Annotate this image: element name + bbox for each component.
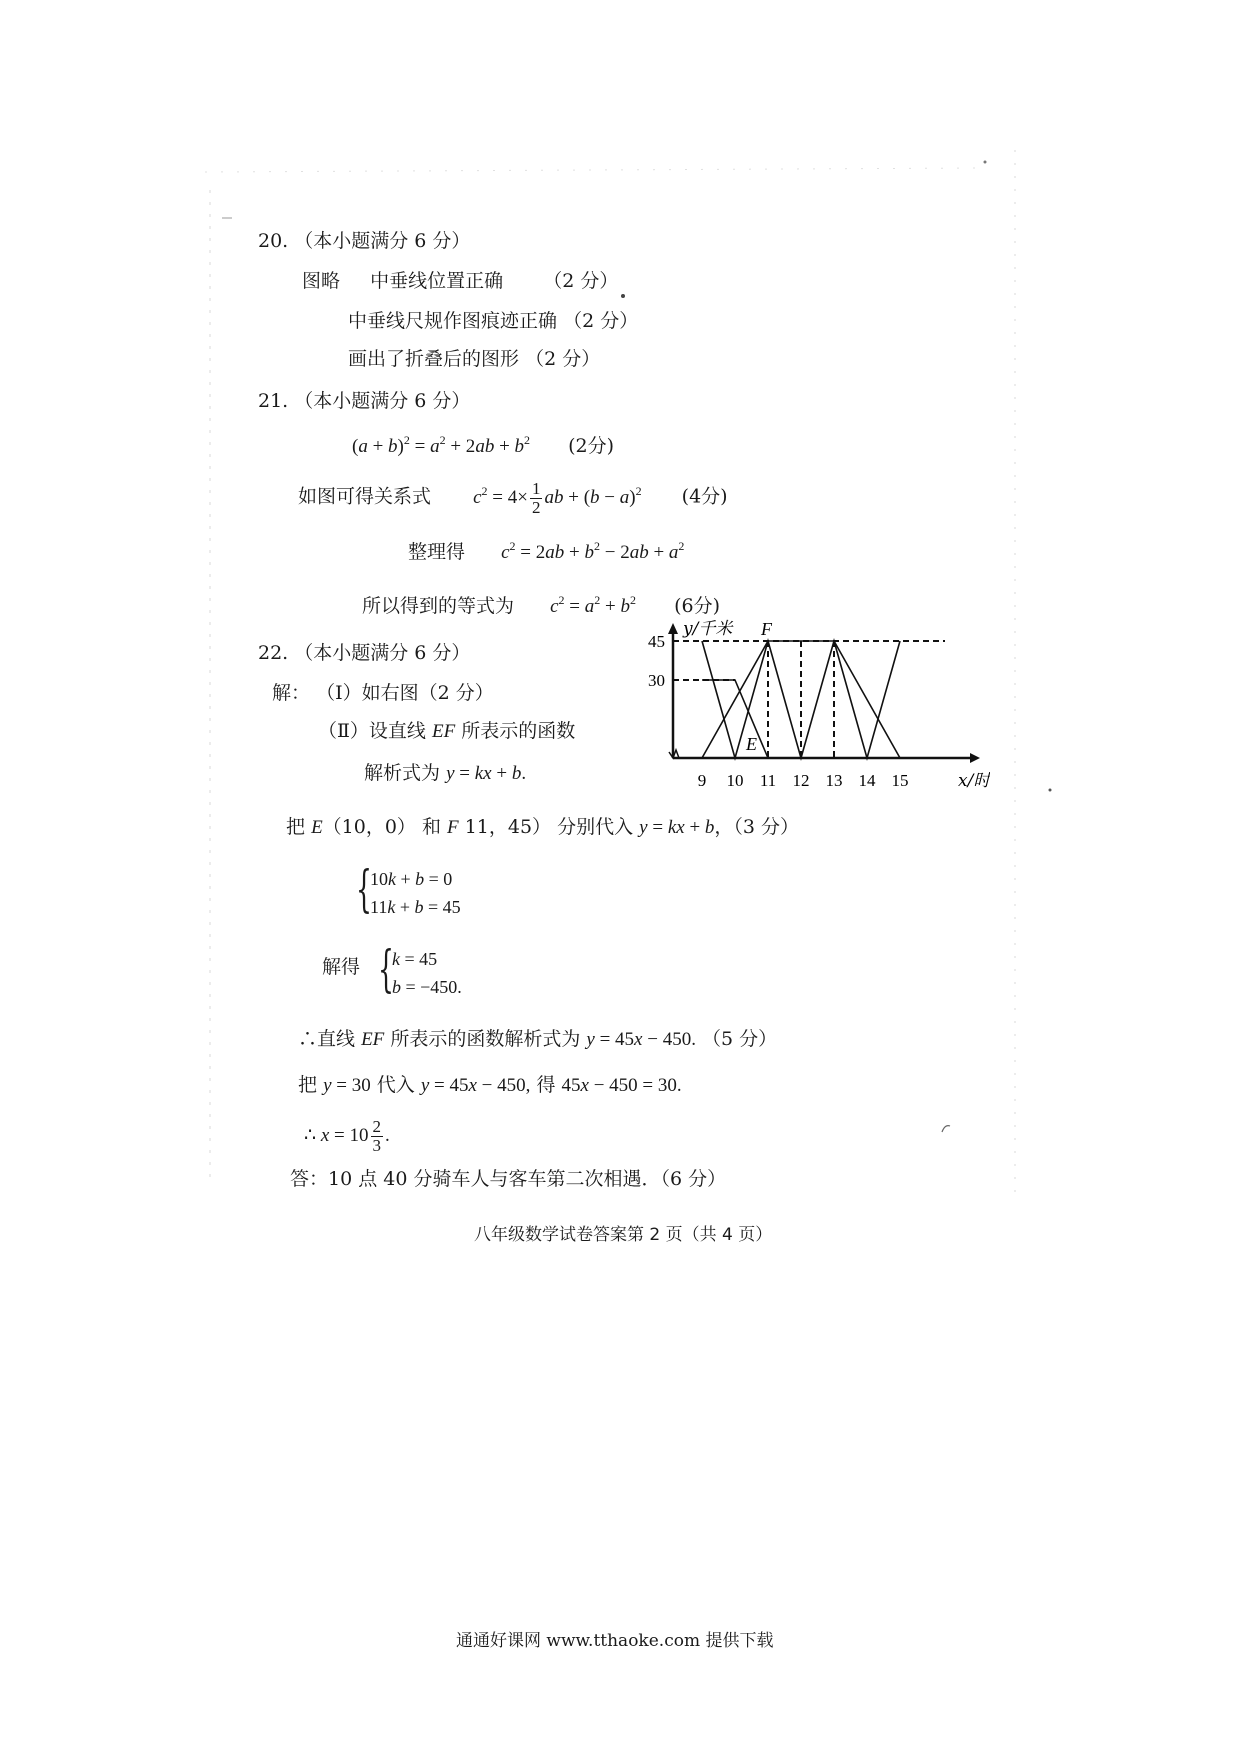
q22-plug-get: 得 [536,1074,556,1096]
q22-solve-label: 解得 [322,956,361,978]
x-tick-label-14: 14 [858,771,876,790]
q22-part2-line2 [364,764,526,783]
q22-plug-mid: 代入 [376,1074,415,1096]
q20-line3 [348,350,600,369]
q22-sub-prefix: 把 [286,816,306,838]
q21-eq2 [298,480,728,517]
q20-line1-prefix: 图略 [302,270,341,292]
q22-part2-line2-text: 解析式为 [364,762,441,784]
q22-therefore-score: （5 分） [702,1028,778,1050]
q22-sub-score: ，（3 分） [714,816,800,838]
system2-row2: b = −450. [392,977,462,997]
q22-part2-ef: EF [431,721,456,742]
y-axis-label: y/千米 [683,619,733,639]
q22-x-formula: ∴ x = 10 $\frac{2}{3}$ . [304,1117,390,1155]
q21-eq3 [408,540,684,562]
series-line-3 [702,680,768,758]
q22-linear-form: y = kx + b. [446,763,527,784]
q22-part1 [272,684,494,703]
q22-sub-f: F [447,817,459,838]
q20-line2-score: （2 分） [563,310,639,332]
q21-eq1-score: (2分) [568,435,615,457]
q21-eq4-prefix: 所以得到的等式为 [362,595,515,617]
q22-plug-value: y = 30 [323,1075,371,1096]
q22-solution-label: 解： [272,682,311,704]
q21-eq2-formula: $c^2 = 4\times$ $\frac{1}{2}$ ab + $(b - a)^2$ [473,479,642,517]
q22-sub-mid: 分别代入 [557,816,634,838]
q20-line2-text: 中垂线尺规作图痕迹正确 [348,310,558,332]
q22-answer: 答：10 点 40 分骑车人与客车第二次相遇．（6 分） [290,1168,727,1190]
q22-sub-e: E [311,817,323,838]
q22-sub-formula: y = kx + b [639,817,715,838]
x-tick-label-12: 12 [792,771,810,790]
system2-row1: k = 45 [392,949,438,969]
q21-eq4-formula: $c^2 = a^2 + b^2$ [550,593,636,617]
q20-line3-score: （2 分） [525,348,601,370]
fraction-two-thirds: $\frac{2}{3}$ [372,1117,381,1155]
system1-row1: 10k + b = 0 [370,869,453,889]
y-axis-arrow [668,623,678,634]
fraction-one-half: $\frac{1}{2}$ [531,479,541,517]
y-tick-label-30: 30 [648,671,665,690]
q22-part2 [318,722,575,741]
series-line-1 [702,641,900,758]
q22-therefore-b: 所表示的函数解析式为 [390,1028,581,1050]
distance-time-chart [640,618,990,798]
q22-part2-b: 所表示的函数 [461,720,576,742]
q22-therefore-formula: y = 45x − 450. [586,1029,696,1050]
series-line-2 [702,641,900,758]
q21-eq1-formula: $(a + b)^2 = a^2 + 2ab + b^2$ [352,433,531,457]
q20-line2 [348,312,638,331]
system1-brace: { [356,860,372,918]
q22-x-value [304,1118,390,1155]
x-tick-label-9: 9 [697,771,707,790]
q20-line1-score: （2 分） [543,270,619,292]
q22-sub-f-coord: 11，45） [464,816,552,838]
point-label-e: E [746,734,757,754]
q21-eq4-score: (6分) [674,595,720,617]
q20-heading: 20. （本小题满分 6 分） [258,230,471,252]
q21-eq2-score: (4分) [681,485,728,508]
q22-sub-e-coord: （10，0） [322,816,416,838]
q22-part2-a: （Ⅱ）设直线 [318,720,426,742]
q22-plug-formula: y = 45x − 450, [420,1075,531,1096]
x-axis-arrow [970,753,980,763]
q22-plug-result: 45x − 450 = 30. [561,1075,682,1096]
q22-therefore [298,1030,777,1049]
x-tick-label-15: 15 [891,771,909,790]
q21-eq4 [362,594,720,616]
x-axis-label: x/时 [958,771,990,791]
x-tick-label-11: 11 [759,771,777,790]
q22-part1-text: （Ⅰ）如右图（2 分） [316,682,494,704]
system2-brace: { [378,940,394,998]
q21-heading: 21. （本小题满分 6 分） [258,390,471,412]
q21-eq3-formula: $c^2 = 2ab + b^2 - 2ab + a^2$ [501,539,685,563]
watermark-footer: 通通好课网 www.tthaoke.com 提供下载 [456,1631,774,1651]
q22-plug [298,1076,682,1095]
q22-therefore-ef: EF [361,1029,385,1050]
q21-eq3-prefix: 整理得 [408,541,466,563]
q20-line1-text: 中垂线位置正确 [370,270,504,292]
q22-heading: 22. （本小题满分 6 分） [258,642,471,664]
x-tick-label-10: 10 [726,771,744,790]
y-tick-label-45: 45 [648,632,665,651]
q21-eq2-prefix: 如图可得关系式 [298,485,432,508]
page-footer: 八年级数学试卷答案第 2 页（共 4 页） [474,1225,773,1245]
q20-line1 [302,272,618,291]
q20-line3-text: 画出了折叠后的图形 [348,348,520,370]
x-tick-label-13: 13 [825,771,843,790]
q22-plug-prefix: 把 [298,1074,318,1096]
q22-substitution [286,818,799,837]
q22-therefore-a: ∴直线 [298,1028,356,1050]
q21-eq1 [352,434,614,456]
q22-sub-and: 和 [421,816,441,838]
point-label-f: F [761,619,772,639]
system1-row2: 11k + b = 45 [370,897,461,917]
